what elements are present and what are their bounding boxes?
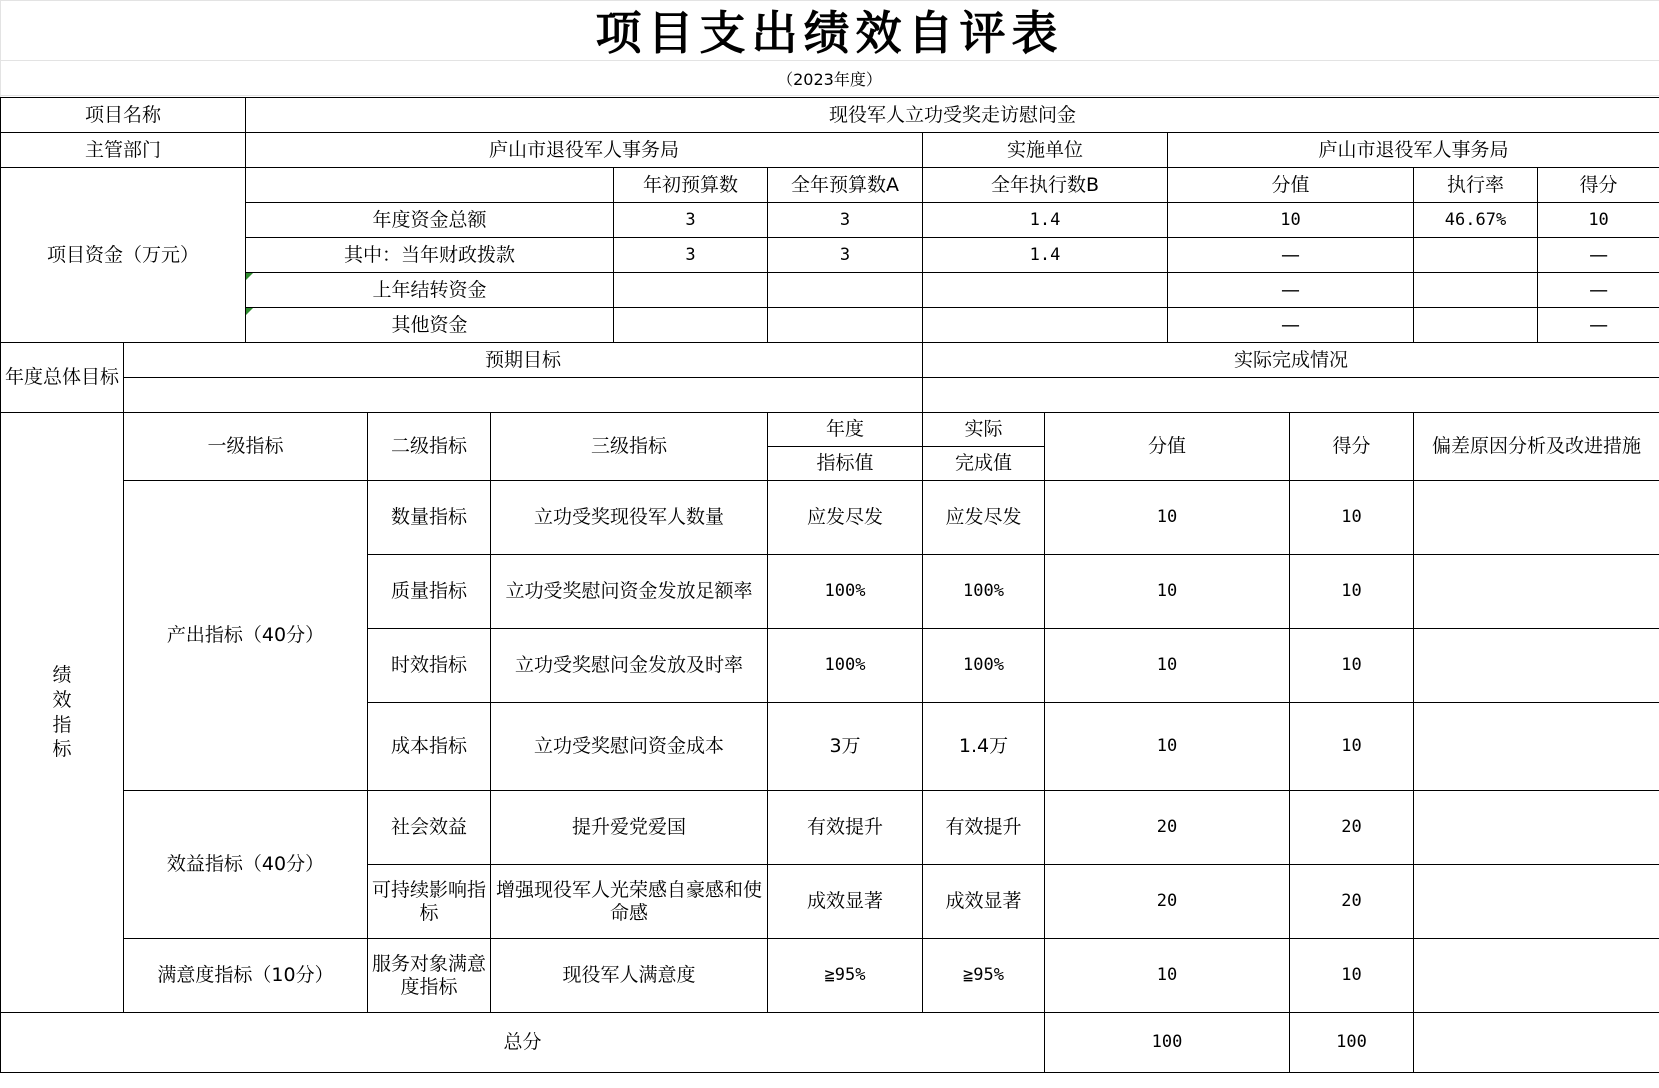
funds-row-initial[interactable] [614,308,768,343]
row-level2: 质量指标 [368,555,491,629]
funds-header-rate: 执行率 [1414,168,1538,203]
row-target[interactable]: 3万 [768,703,923,791]
funds-row-score-value[interactable]: 10 [1168,203,1414,238]
row-target[interactable]: 100% [768,629,923,703]
row-target[interactable]: 应发尽发 [768,481,923,555]
row-score[interactable]: 10 [1290,555,1414,629]
row-level2: 服务对象满意度指标 [368,939,491,1013]
row-level3: 立功受奖慰问金发放及时率 [491,629,768,703]
table-row [1,939,1659,1013]
row-actual[interactable]: 成效显著 [923,865,1045,939]
row-score[interactable]: 10 [1290,703,1414,791]
dept-label: 主管部门 [1,133,246,168]
funds-row-annual[interactable]: 3 [768,238,923,273]
row-deviation[interactable] [1414,703,1659,791]
goals-expected-label: 预期目标 [124,343,923,378]
goals-label: 年度总体目标 [1,343,124,413]
funds-row-name: 其他资金 [246,308,614,343]
funds-row-rate[interactable] [1414,273,1538,308]
row-score[interactable]: 10 [1290,481,1414,555]
group-benefit: 效益指标（40分） [124,791,368,939]
row-level3: 提升爱党爱国 [491,791,768,865]
funds-label: 项目资金（万元） [1,168,246,343]
row-score-value[interactable]: 10 [1045,939,1290,1013]
funds-row-score[interactable]: — [1538,238,1659,273]
impl-label: 实施单位 [923,133,1168,168]
goals-actual-value[interactable] [923,378,1659,413]
funds-row-score-value[interactable]: — [1168,308,1414,343]
funds-row-name: 其中：当年财政拨款 [246,238,614,273]
impl-value[interactable]: 庐山市退役军人事务局 [1168,133,1659,168]
header-level3: 三级指标 [491,413,768,481]
table-row [1,238,1659,273]
row-deviation[interactable] [1414,555,1659,629]
table-row [1,791,1659,865]
row-level2: 可持续影响指标 [368,865,491,939]
table-row [1,343,1659,378]
page-title: 项目支出绩效自评表 [0,0,1659,61]
total-score-value[interactable]: 100 [1045,1013,1290,1073]
row-actual[interactable]: ≧95% [923,939,1045,1013]
row-score[interactable]: 20 [1290,865,1414,939]
page-subtitle: （2023年度） [0,61,1659,96]
table-row [1,273,1659,308]
funds-row-name: 年度资金总额 [246,203,614,238]
funds-row-initial[interactable] [614,273,768,308]
funds-row-initial[interactable]: 3 [614,238,768,273]
header-target-bottom: 指标值 [768,447,923,481]
row-target[interactable]: 成效显著 [768,865,923,939]
table-row [1,203,1659,238]
row-level2: 成本指标 [368,703,491,791]
row-score[interactable]: 10 [1290,629,1414,703]
row-target[interactable]: 有效提升 [768,791,923,865]
row-level2: 数量指标 [368,481,491,555]
header-deviation: 偏差原因分析及改进措施 [1414,413,1659,481]
row-level3: 立功受奖现役军人数量 [491,481,768,555]
row-actual[interactable]: 应发尽发 [923,481,1045,555]
row-score-value[interactable]: 20 [1045,791,1290,865]
funds-header-blank[interactable] [246,168,614,203]
performance-label-text: 绩效指标 [52,664,72,761]
funds-row-annual[interactable] [768,273,923,308]
funds-header-executed: 全年执行数B [923,168,1168,203]
table-row [1,413,1659,447]
funds-row-annual[interactable] [768,308,923,343]
row-target[interactable]: ≧95% [768,939,923,1013]
row-actual[interactable]: 100% [923,555,1045,629]
row-level2: 时效指标 [368,629,491,703]
dept-value[interactable]: 庐山市退役军人事务局 [246,133,923,168]
row-score[interactable]: 20 [1290,791,1414,865]
funds-row-name: 上年结转资金 [246,273,614,308]
table-row [1,1013,1659,1073]
row-actual[interactable]: 100% [923,629,1045,703]
row-level3: 立功受奖慰问资金发放足额率 [491,555,768,629]
goals-expected-value[interactable] [124,378,923,413]
total-label: 总分 [1,1013,1045,1073]
table-row [1,168,1659,203]
funds-row-score[interactable]: — [1538,308,1659,343]
row-score-value[interactable]: 10 [1045,703,1290,791]
row-target[interactable]: 100% [768,555,923,629]
header-level1: 一级指标 [124,413,368,481]
row-score-value[interactable]: 10 [1045,555,1290,629]
row-score[interactable]: 10 [1290,939,1414,1013]
funds-row-rate[interactable] [1414,308,1538,343]
row-deviation[interactable] [1414,791,1659,865]
evaluation-table [0,97,1659,1073]
funds-header-score-value: 分值 [1168,168,1414,203]
funds-row-executed[interactable]: 1.4 [923,238,1168,273]
row-deviation[interactable] [1414,865,1659,939]
group-output: 产出指标（40分） [124,481,368,791]
funds-row-score[interactable]: 10 [1538,203,1659,238]
header-score: 得分 [1290,413,1414,481]
goals-actual-label: 实际完成情况 [923,343,1659,378]
table-row [1,481,1659,555]
funds-row-score-value[interactable]: — [1168,238,1414,273]
funds-row-executed[interactable] [923,308,1168,343]
funds-row-annual[interactable]: 3 [768,203,923,238]
funds-header-initial: 年初预算数 [614,168,768,203]
row-deviation[interactable] [1414,939,1659,1013]
funds-row-rate[interactable] [1414,238,1538,273]
performance-label [1,413,124,1013]
table-row [1,98,1659,133]
funds-header-annual: 全年预算数A [768,168,923,203]
table-row [1,133,1659,168]
header-score-value: 分值 [1045,413,1290,481]
total-deviation[interactable] [1414,1013,1659,1073]
funds-row-rate[interactable]: 46.67% [1414,203,1538,238]
project-name-label: 项目名称 [1,98,246,133]
funds-row-score-value[interactable]: — [1168,273,1414,308]
row-deviation[interactable] [1414,481,1659,555]
table-row [1,308,1659,343]
group-satisfaction: 满意度指标（10分） [124,939,368,1013]
row-level3: 增强现役军人光荣感自豪感和使命感 [491,865,768,939]
project-name-value[interactable]: 现役军人立功受奖走访慰问金 [246,98,1659,133]
funds-row-initial[interactable]: 3 [614,203,768,238]
funds-row-executed[interactable]: 1.4 [923,203,1168,238]
header-target-top: 年度 [768,413,923,447]
funds-row-executed[interactable] [923,273,1168,308]
row-score-value[interactable]: 10 [1045,629,1290,703]
row-score-value[interactable]: 10 [1045,481,1290,555]
table-row [1,378,1659,413]
row-actual[interactable]: 1.4万 [923,703,1045,791]
header-actual-top: 实际 [923,413,1045,447]
header-actual-bottom: 完成值 [923,447,1045,481]
header-level2: 二级指标 [368,413,491,481]
funds-row-score[interactable]: — [1538,273,1659,308]
row-actual[interactable]: 有效提升 [923,791,1045,865]
funds-header-score: 得分 [1538,168,1659,203]
row-level2: 社会效益 [368,791,491,865]
total-score[interactable]: 100 [1290,1013,1414,1073]
row-level3: 现役军人满意度 [491,939,768,1013]
row-level3: 立功受奖慰问资金成本 [491,703,768,791]
row-score-value[interactable]: 20 [1045,865,1290,939]
row-deviation[interactable] [1414,629,1659,703]
